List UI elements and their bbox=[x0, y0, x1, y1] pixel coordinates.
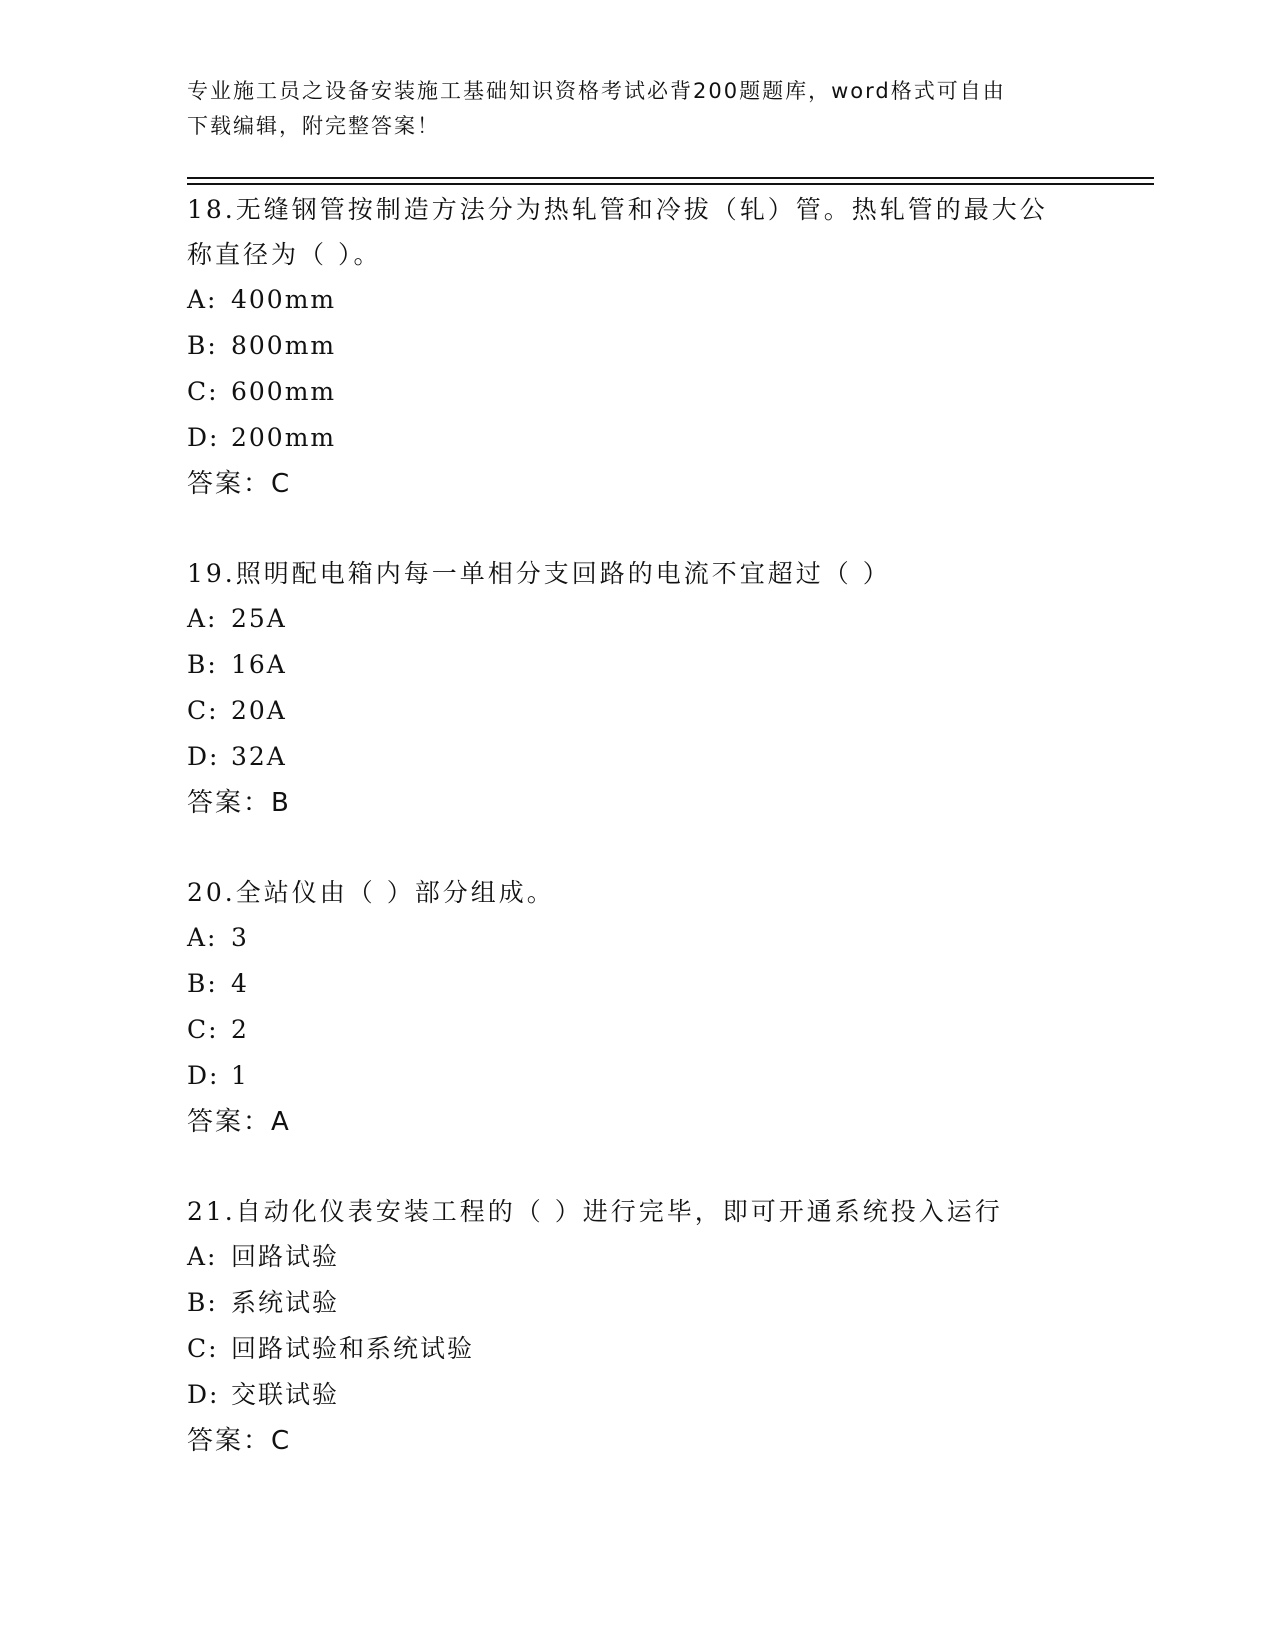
option-text: 4 bbox=[231, 969, 249, 998]
question-stem-line: 称直径为（ ）。 bbox=[187, 240, 382, 269]
option-a bbox=[187, 915, 1087, 961]
option-text: 800mm bbox=[231, 331, 337, 360]
question-stem-line: 21.自动化仪表安装工程的（ ）进行完毕，即可开通系统投入运行 bbox=[187, 1197, 1003, 1226]
question-19 bbox=[187, 551, 1087, 826]
option-d bbox=[187, 415, 1087, 461]
question-stem-line: 18.无缝钢管按制造方法分为热轧管和冷拔（轧）管。热轧管的最大公 bbox=[187, 195, 1048, 224]
option-text: 25A bbox=[231, 604, 287, 633]
option-c bbox=[187, 688, 1087, 734]
option-key: D: bbox=[187, 423, 220, 452]
option-key: D: bbox=[187, 742, 220, 771]
option-d bbox=[187, 1372, 1087, 1418]
option-c bbox=[187, 369, 1087, 415]
document-header bbox=[187, 74, 1087, 144]
option-text: 200mm bbox=[231, 423, 337, 452]
option-key: C: bbox=[187, 696, 219, 725]
option-key: A: bbox=[187, 923, 218, 952]
option-key: B: bbox=[187, 331, 218, 360]
option-text: 系统试验 bbox=[231, 1288, 340, 1317]
option-key: B: bbox=[187, 969, 218, 998]
option-key: A: bbox=[187, 604, 218, 633]
option-text: 600mm bbox=[231, 377, 337, 406]
option-b bbox=[187, 961, 1087, 1007]
option-key: D: bbox=[187, 1380, 220, 1409]
option-a bbox=[187, 277, 1087, 323]
option-text: 2 bbox=[231, 1015, 249, 1044]
option-a bbox=[187, 596, 1087, 642]
option-text: 20A bbox=[231, 696, 287, 725]
option-c bbox=[187, 1326, 1087, 1372]
header-line-2: 下载编辑，附完整答案！ bbox=[187, 114, 440, 138]
question-stem-line: 20.全站仪由（ ）部分组成。 bbox=[187, 878, 555, 907]
option-key: D: bbox=[187, 1061, 220, 1090]
question-20 bbox=[187, 870, 1087, 1145]
header-divider-bottom bbox=[187, 183, 1154, 185]
option-b bbox=[187, 1280, 1087, 1326]
option-key: A: bbox=[187, 285, 218, 314]
option-a bbox=[187, 1234, 1087, 1280]
option-text: 32A bbox=[231, 742, 287, 771]
option-d bbox=[187, 734, 1087, 780]
option-c bbox=[187, 1007, 1087, 1053]
option-b bbox=[187, 323, 1087, 369]
option-d bbox=[187, 1053, 1087, 1099]
option-key: C: bbox=[187, 1334, 219, 1363]
question-21 bbox=[187, 1189, 1087, 1464]
answer-line: 答案：C bbox=[187, 1426, 292, 1456]
question-18 bbox=[187, 187, 1087, 507]
header-line-1: 专业施工员之设备安装施工基础知识资格考试必背200题题库，word格式可自由 bbox=[187, 79, 1006, 103]
option-text: 16A bbox=[231, 650, 287, 679]
option-text: 1 bbox=[231, 1061, 249, 1090]
option-text: 回路试验 bbox=[231, 1242, 340, 1271]
option-key: C: bbox=[187, 377, 219, 406]
answer-line: 答案：A bbox=[187, 1107, 291, 1137]
option-key: B: bbox=[187, 1288, 218, 1317]
option-text: 回路试验和系统试验 bbox=[231, 1334, 475, 1363]
option-text: 400mm bbox=[231, 285, 337, 314]
option-text: 3 bbox=[231, 923, 249, 952]
header-divider-top bbox=[187, 177, 1154, 179]
question-stem-line: 19.照明配电箱内每一单相分支回路的电流不宜超过（ ） bbox=[187, 559, 891, 588]
option-text: 交联试验 bbox=[231, 1380, 340, 1409]
option-key: B: bbox=[187, 650, 218, 679]
answer-line: 答案：B bbox=[187, 788, 291, 818]
option-b bbox=[187, 642, 1087, 688]
option-key: A: bbox=[187, 1242, 218, 1271]
option-key: C: bbox=[187, 1015, 219, 1044]
answer-line: 答案：C bbox=[187, 469, 292, 499]
